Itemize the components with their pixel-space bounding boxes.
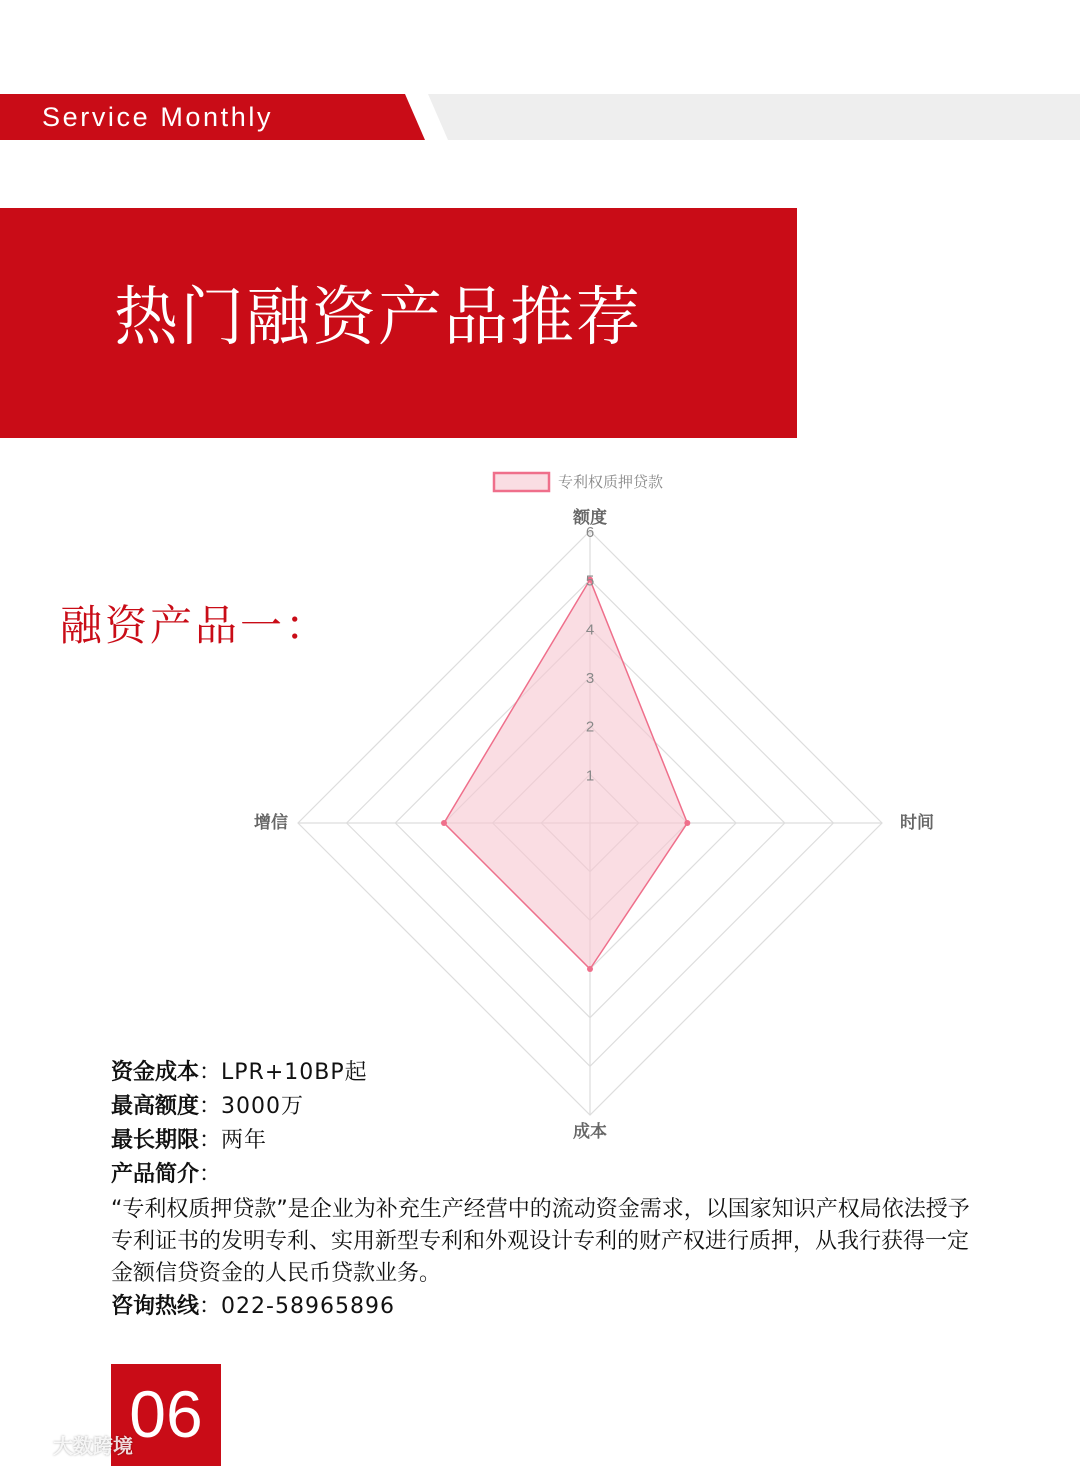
product-info bbox=[111, 1056, 991, 1324]
watermark-text: 大数跨境 bbox=[52, 1434, 133, 1458]
hotline-value: 022-58965896 bbox=[221, 1294, 395, 1319]
cost-row bbox=[111, 1056, 991, 1090]
watermark bbox=[8, 1430, 133, 1462]
hotline-label: 咨询热线 bbox=[111, 1294, 200, 1319]
intro-label: 产品简介 bbox=[111, 1162, 200, 1187]
radar-tick-label: 3 bbox=[585, 670, 595, 687]
radar-point bbox=[587, 966, 593, 972]
radar-tick-label: 4 bbox=[585, 621, 595, 639]
page-title: 热门融资产品推荐 bbox=[114, 281, 642, 355]
section-heading: 融资产品一： bbox=[60, 601, 331, 650]
radar-point bbox=[684, 820, 690, 826]
radar-axis-label: 成本 bbox=[573, 1122, 607, 1142]
chart-legend bbox=[494, 473, 663, 491]
radar-tick-label: 6 bbox=[585, 524, 595, 541]
separator: ： bbox=[199, 1128, 222, 1153]
radar-point bbox=[441, 820, 447, 826]
product-description: “专利权质押贷款”是企业为补充生产经营中的流动资金需求，以国家知识产权局依法授予专利证书的发明专利、实用新型专利和外观设计专利的财产权进行质押，从我行获得一定金额信贷资金的人民币贷款业务。 bbox=[111, 1197, 970, 1286]
radar-axis-label: 时间 bbox=[900, 813, 934, 833]
radar-tick-label: 1 bbox=[585, 767, 595, 785]
hotline-row bbox=[111, 1290, 991, 1324]
cost-label: 资金成本 bbox=[111, 1060, 200, 1085]
radar-axis-label: 增信 bbox=[254, 813, 288, 833]
term-value: 两年 bbox=[221, 1128, 268, 1153]
limit-row bbox=[111, 1090, 991, 1124]
watermark-logo-icon bbox=[8, 1437, 46, 1459]
radar-tick-label: 2 bbox=[585, 718, 595, 736]
cost-value: LPR+10BP起 bbox=[221, 1060, 368, 1085]
limit-value: 3000万 bbox=[221, 1094, 305, 1119]
separator: ： bbox=[199, 1294, 222, 1319]
radar-series bbox=[441, 577, 690, 972]
legend-label: 专利权质押贷款 bbox=[558, 473, 664, 491]
limit-label: 最高额度 bbox=[111, 1094, 200, 1119]
term-label: 最长期限 bbox=[111, 1128, 200, 1153]
separator: ： bbox=[199, 1094, 222, 1119]
radar-axis-label: 额度 bbox=[573, 508, 607, 528]
separator: ： bbox=[199, 1162, 222, 1187]
radar-tick-label: 5 bbox=[585, 572, 595, 590]
term-row bbox=[111, 1124, 991, 1158]
header-title: Service Monthly bbox=[42, 102, 274, 132]
intro-row bbox=[111, 1158, 991, 1192]
separator: ： bbox=[199, 1060, 222, 1085]
radar-series-area bbox=[444, 580, 687, 969]
legend-swatch bbox=[494, 473, 549, 491]
page-number: 06 bbox=[129, 1377, 203, 1451]
